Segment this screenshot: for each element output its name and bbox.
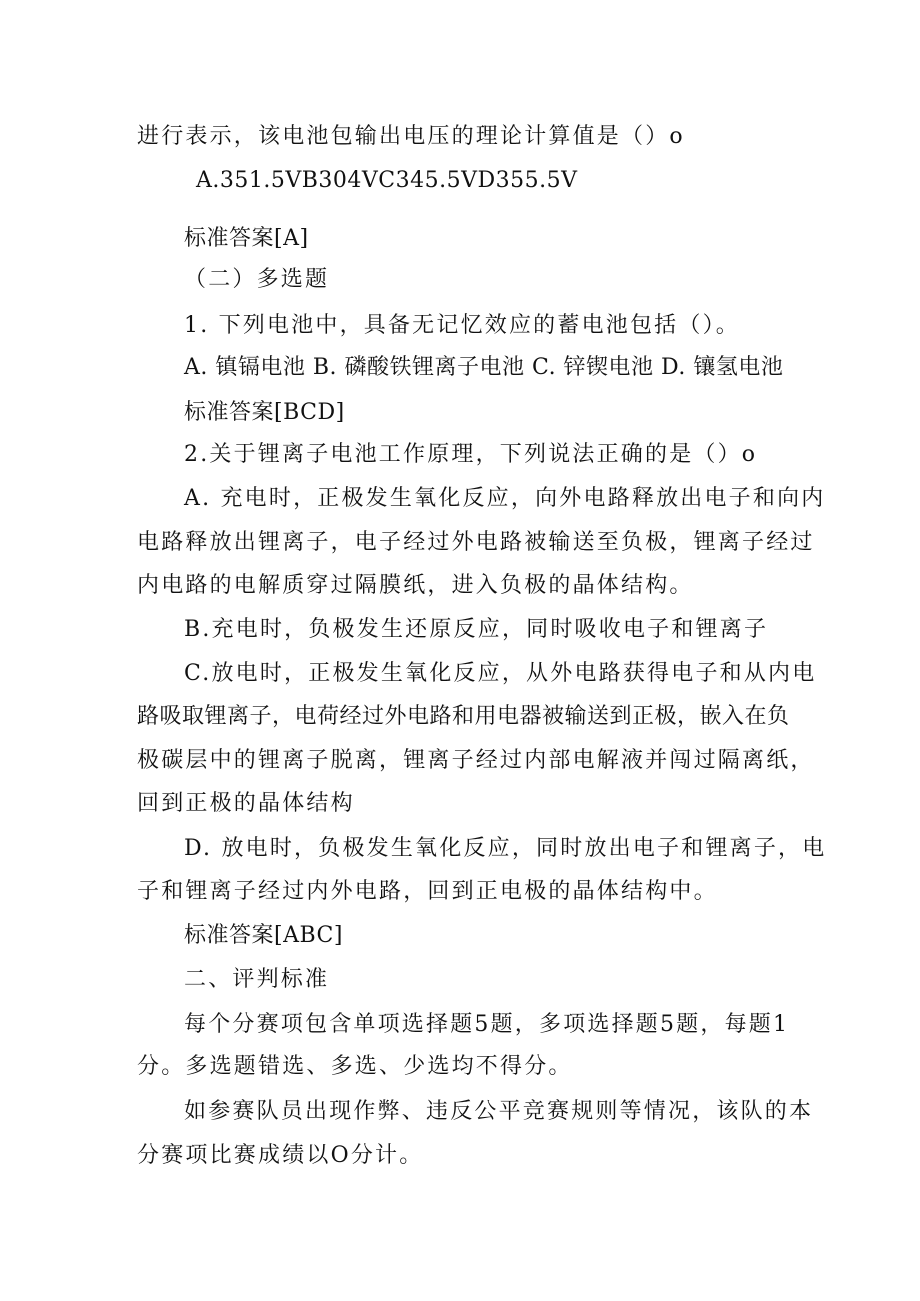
option-a-cont: 电路释放出锂离子，电子经过外电路被输送至负极，锂离子经过 xyxy=(137,530,815,555)
option-c-cont: 极碳层中的锂离子脱离，锂离子经过内部电解液并闯过隔离纸， xyxy=(137,748,815,773)
question-1: 1. 下列电池中，具备无记忆效应的蓄电池包括（）。 xyxy=(184,313,740,338)
section-heading: 二、评判标准 xyxy=(184,967,330,992)
option-c: C.放电时，正极发生氧化反应，从外电路获得电子和从内电 xyxy=(184,661,817,686)
option-c-cont: 路吸取锂离子，电荷经过外电路和用电器被输送到正极，嵌入在负 xyxy=(137,704,790,729)
option-b: B.充电时，负极发生还原反应，同时吸收电子和锂离子 xyxy=(184,617,769,642)
option-a-cont: 内电路的电解质穿过隔膜纸，进入负极的晶体结构。 xyxy=(137,573,694,598)
scoring-rule: 每个分赛项包含单项选择题5题，多项选择题5题，每题1 xyxy=(184,1012,790,1037)
option-d-cont: 子和锂离子经过内外电路，回到正电极的晶体结构中。 xyxy=(137,879,718,904)
question-continuation: 进行表示，该电池包输出电压的理论计算值是（）o xyxy=(137,124,685,149)
option-a: A. 充电时，正极发生氧化反应，向外电路释放出电子和向内 xyxy=(184,486,826,511)
answer-key: 标准答案[ABC] xyxy=(184,923,343,948)
penalty-rule-cont: 分赛项比赛成绩以O分计。 xyxy=(137,1143,424,1168)
section-heading: （二）多选题 xyxy=(184,267,330,292)
question-options: A.351.5VB304VC345.5VD355.5V xyxy=(196,168,578,193)
option-d: D. 放电时，负极发生氧化反应，同时放出电子和锂离子，电 xyxy=(184,836,827,861)
question-2: 2.关于锂离子电池工作原理，下列说法正确的是（）o xyxy=(184,442,758,467)
option-c-cont: 回到正极的晶体结构 xyxy=(137,791,355,816)
answer-key: 标准答案[A] xyxy=(184,226,309,251)
penalty-rule: 如参赛队员出现作弊、违反公平竞赛规则等情况，该队的本 xyxy=(184,1099,814,1124)
scoring-rule-cont: 分。多选题错选、多选、少选均不得分。 xyxy=(137,1054,573,1079)
answer-key: 标准答案[BCD] xyxy=(184,400,345,425)
question-1-options: A. 镇镉电池 B. 磷酸铁锂离子电池 C. 锌锲电池 D. 镶氢电池 xyxy=(184,355,784,380)
